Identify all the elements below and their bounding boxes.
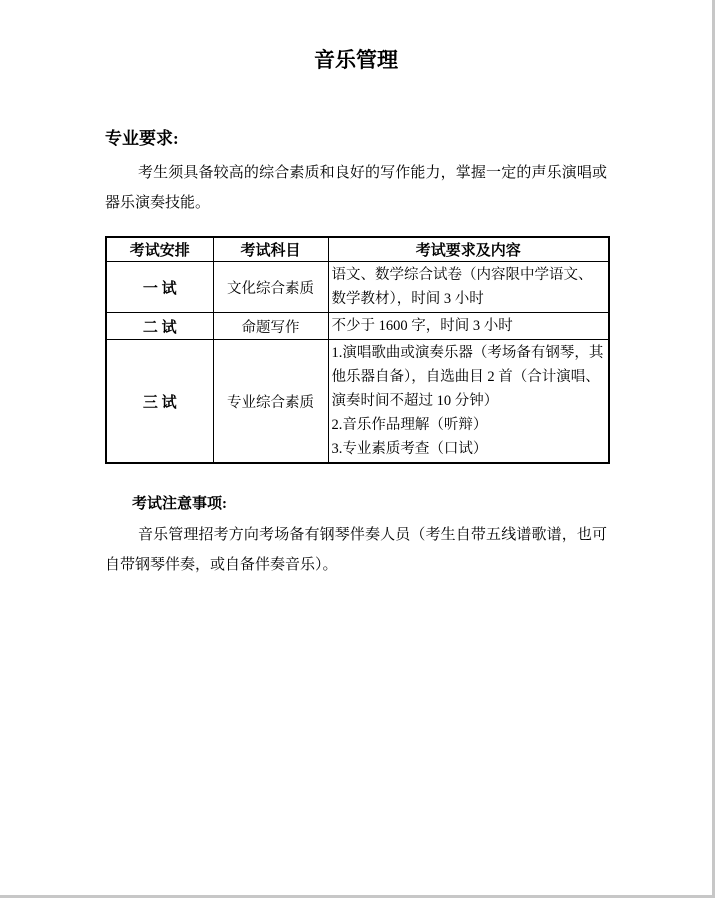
header-exam-content: 考试要求及内容 [328,237,609,262]
requirements-paragraph: 考生须具备较高的综合素质和良好的写作能力，掌握一定的声乐演唱或器乐演奏技能。 [105,165,607,211]
content-line: 语文、数学综合试卷（内容限中学语文、数学教材），时间 3 小时 [331,267,593,307]
cell-content [328,340,609,464]
table-row-second-exam [106,313,609,340]
table-row-first-exam [106,262,609,313]
notes-paragraph: 音乐管理招考方向考场备有钢琴伴奏人员（考生自带五线谱歌谱，也可自带钢琴伴奏，或自备伴奏音乐）。 [105,527,607,573]
notes-heading: 考试注意事项: [132,496,227,512]
content-line: 不少于 1600 字，时间 3 小时 [331,318,513,334]
cell-subject: 专业综合素质 [213,340,328,464]
requirements-heading: 专业要求: [105,129,179,148]
exam-table-header-row [106,237,609,262]
content-line: 1.演唱歌曲或演奏乐器（考场备有钢琴，其他乐器自备），自选曲目 2 首（合计演唱、演奏时间不超过 10 分钟） [331,345,604,409]
cell-content [328,313,609,340]
document-content [105,127,607,580]
exam-table [105,236,610,464]
cell-arrangement: 一 试 [106,262,213,313]
content-line: 3.专业素质考查（口试） [331,441,488,457]
content-line: 2.音乐作品理解（听辩） [331,417,488,433]
cell-arrangement: 二 试 [106,313,213,340]
header-exam-subject: 考试科目 [213,237,328,262]
table-row-third-exam [106,340,609,464]
page-title: 音乐管理 [314,48,398,72]
cell-subject: 命题写作 [213,313,328,340]
cell-subject: 文化综合素质 [213,262,328,313]
cell-arrangement: 三 试 [106,340,213,464]
cell-content [328,262,609,313]
header-exam-arrangement: 考试安排 [106,237,213,262]
